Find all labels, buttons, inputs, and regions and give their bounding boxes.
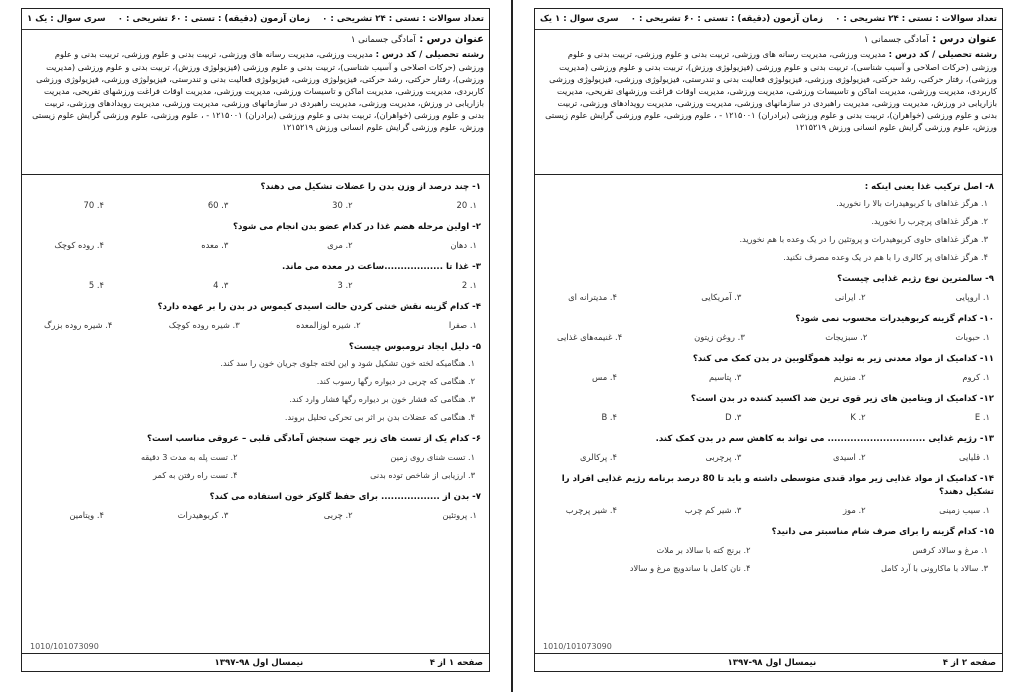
option[interactable]: ۱. 2 [461,280,477,290]
question-text: کدام گزینه را برای صرف شام مناسبتر می دانید؟ [771,527,977,537]
question-7: ۷- بدن از .................. برای حفظ گلوکز خون استفاده می کند؟ ۱. پروتئین ۲. چربی ۳. کربوهیدرات ۴. ویتامین [30,491,481,520]
option[interactable]: ۳. 60 [207,200,229,210]
question-9: ۹- سالمترین نوع رژیم غذایی چیست؟ ۱. اروپایی ۲. ایرانی ۳. آمریکایی ۴. مدیترانه ای [543,273,994,302]
option[interactable]: ۴. هرگز غذاهای پر کالری را با هم در یک وعده مصرف نکنید. [783,252,988,262]
field-of-study [540,48,997,133]
options-row [30,510,481,520]
option[interactable]: ۳. معده [201,240,229,250]
option[interactable]: ۴. شیره روده بزرگ [44,320,113,330]
question-number: ۲ [475,222,481,232]
option[interactable]: ۳. روغن زیتون [694,332,745,342]
course-label: عنوان درس : [932,34,997,45]
option[interactable]: ۲. شیره لوزالمعده [296,320,361,330]
question-number: ۱۵ [983,527,994,537]
questions-area [535,175,1002,573]
course-title-line [540,34,997,46]
header-info-row [535,9,1002,30]
option[interactable]: ۱. پروتئین [442,510,477,520]
option[interactable]: ۲. K [850,412,866,422]
option[interactable]: ۲. اسیدی [833,452,866,462]
options-grid [543,545,994,573]
option[interactable]: ۳. پرچربی [705,452,742,462]
option[interactable]: ۲. سبزیجات [825,332,868,342]
options-grid [30,452,481,480]
semester: نیمسال اول ۹۸-۱۳۹۷ [214,657,304,668]
options-column [543,198,994,262]
option[interactable]: ۱. E [974,412,990,422]
page-frame [21,8,490,672]
option[interactable]: ۲. 3 [337,280,353,290]
option[interactable]: ۱. هرگز غذاهای با کربوهیدرات بالا را نخورید. [836,198,988,208]
question-text: دلیل ایجاد ترومبوس چیست؟ [348,342,470,352]
question-10: ۱۰- کدام گزینه کربوهیدرات محسوب نمی شود؟ ۱. حبوبات ۲. سبزیجات ۳. روغن زیتون ۴. غنیمه‌های غذایی [543,313,994,342]
options-row [30,200,481,210]
question-text: رژیم غذایی .............................. می تواند به کاهش سم در بدن کمک کند. [655,434,977,444]
question-8: ۸- اصل ترکیب غذا یعنی اینکه : ۱. هرگز غذاهای با کربوهیدرات بالا را نخورید. ۲. هرگز غذاهای پرچرب را نخورید. ۳. هرگز غذاهای حاوی کربوهیدرات و پروتئین را در یک وعده با هم نخورید. ۴. هرگز غذاهای پر کالری را با هم در یک وعده مصرف نکنید. [543,181,994,262]
question-1: ۱- چند درصد از وزن بدن را عضلات تشکیل می دهند؟ ۱. 20 ۲. 30 ۳. 60 ۴. 70 [30,181,481,210]
page-number: صفحه ۱ از ۴ [429,657,483,668]
option[interactable]: ۱. تست شنای روی زمین [390,452,475,462]
option[interactable]: ۴. 5 [88,280,105,290]
exam-page-2 [513,0,1024,692]
semester: نیمسال اول ۹۸-۱۳۹۷ [727,657,817,668]
field-label: رشته تحصیلی / کد درس : [888,50,997,60]
options-column [30,358,481,422]
option[interactable]: ۴. مس [592,372,618,382]
option[interactable]: ۳. هرگز غذاهای حاوی کربوهیدرات و پروتئین را در یک وعده با هم نخورید. [739,234,988,244]
header-info-row [22,9,489,30]
question-4: ۴- کدام گزینه نقش خنثی کردن حالت اسیدی کیموس در بدن را بر عهده دارد؟ ۱. صفرا ۲. شیره لوزالمعده ۳. شیره روده کوچک ۴. شیره روده بزرگ [30,301,481,330]
page-footer [22,653,489,671]
option[interactable]: ۱. کروم [962,372,990,382]
option[interactable]: ۴. پرکالری [579,452,618,462]
option[interactable]: ۲. 30 [332,200,353,210]
field-text: مدیریت ورزشی، مدیریت رسانه های ورزشی، تربیت بدنی و علوم ورزشی، تربیت بدنی و علوم ورزشی (حرکات اصلاحی و آسیب شناسی)، تربیت بدنی و علوم ورزشی (فیزیولوژی ورزش)، تربیت بدنی و علوم ورزشی (مدیریت ورزشی)، رفتار حرکتی، رشد حرکتی، فیزیولوژی ورزشی، فیزیولوژی فعالیت بدنی و تندرستی، فیزیولوژی ورزشی، فیزیولوژی ورزشی کاربردی، مدیریت ورزشی، مدیریت اماکن و تاسیسات ورزشی، مدیریت ورزشی، مدیریت اوقات فراغت ورزشهای تفریحی، مدیریت بازاریابی در ورزش، مدیریت ورزشی، مدیریت راهبردی در سازمانهای ورزشی، مدیریت ورزشی، مدیریت رویدادهای ورزشی، تربیت بدنی و علوم ورزشی (خواهران)، تربیت بدنی و علوم ورزشی (برادران) ۱۲۱۵۰۰۱ - ، علوم ورزشی، علوم ورزشی گرایش علوم زیستی ورزش، علوم ورزشی گرایش علوم انسانی ورزش ۱۲۱۵۲۱۹ [32,49,484,132]
question-text: کدام گزینه کربوهیدرات محسوب نمی شود؟ [795,314,977,324]
question-text: کدام یک از تست های زیر جهت سنجش آمادگی قلبی – عروقی مناسب است؟ [147,434,470,444]
question-number: ۱۴ [983,474,994,484]
option[interactable]: ۴. مدیترانه ای [568,292,618,302]
option[interactable]: ۱. صفرا [448,320,477,330]
question-text: کدامیک از مواد غذایی زیر مواد قندی متوسطی داشته و باید تا 80 درصد برنامه رژیم غذایی افراد را تشکیل دهند؟ [561,474,994,497]
question-number: ۱۱ [983,354,994,364]
option[interactable]: ۱. اروپایی [955,292,990,302]
option[interactable]: ۴. ویتامین [69,510,105,520]
option[interactable]: ۳. آمریکایی [701,292,742,302]
option[interactable]: ۳. شیره روده کوچک [168,320,240,330]
exam-time: زمان آزمون (دقیقه) : تستی : ۶۰ تشریحی : ۰ [630,14,823,24]
options-row [543,372,994,382]
exam-page-1 [0,0,511,692]
option[interactable]: ۲. مری [327,240,353,250]
question-count: تعداد سوالات : تستی : ۲۴ تشریحی : ۰ [322,14,484,24]
field-text: مدیریت ورزشی، مدیریت رسانه های ورزشی، تربیت بدنی و علوم ورزشی، تربیت بدنی و علوم ورزشی (حرکات اصلاحی و آسیب شناسی)، تربیت بدنی و علوم ورزشی (فیزیولوژی ورزش)، تربیت بدنی و علوم ورزشی (مدیریت ورزشی)، رفتار حرکتی، رشد حرکتی، فیزیولوژی ورزشی، فیزیولوژی فعالیت بدنی و تندرستی، فیزیولوژی ورزشی، فیزیولوژی ورزشی کاربردی، مدیریت ورزشی، مدیریت اماکن و تاسیسات ورزشی، مدیریت ورزشی، مدیریت اوقات فراغت ورزشهای تفریحی، مدیریت بازاریابی در ورزش، مدیریت ورزشی، مدیریت راهبردی در سازمانهای ورزشی، مدیریت ورزشی، مدیریت رویدادهای ورزشی، تربیت بدنی و علوم ورزشی (خواهران)، تربیت بدنی و علوم ورزشی (برادران) ۱۲۱۵۰۰۱ - ، علوم ورزشی، علوم ورزشی گرایش علوم زیستی ورزش، علوم ورزشی گرایش علوم انسانی ورزش ۱۲۱۵۲۱۹ [545,49,997,132]
option[interactable]: ۴. 70 [83,200,105,210]
option[interactable]: ۳. هنگامی که فشار خون بر دیواره رگها فشار وارد کند. [289,394,475,404]
option[interactable]: ۱. قلیایی [959,452,990,462]
question-text: کدامیک از مواد معدنی زیر به تولید هموگلوبین در بدن کمک می کند؟ [692,354,977,364]
question-3: ۳- غذا تا ..................ساعت در معده می ماند. ۱. 2 ۲. 3 ۳. 4 ۴. 5 [30,261,481,290]
question-number: ۶ [475,434,481,444]
option[interactable]: ۱. هنگامیکه لخته خون تشکیل شود و این لخته جلوی جریان خون را سد کند. [220,358,475,368]
question-text: چند درصد از وزن بدن را عضلات تشکیل می دهند؟ [260,182,470,192]
option[interactable]: ۳. سالاد با ماکارونی با آرد کامل [881,563,988,573]
question-6: ۶- کدام یک از تست های زیر جهت سنجش آمادگی قلبی – عروقی مناسب است؟ ۱. تست شنای روی زمین ۲. تست پله به مدت 3 دقیقه ۳. ارزیابی از شاخص توده بدنی ۴. تست راه رفتن به کمر [30,433,481,480]
course-title-line [27,34,484,46]
question-text: کدامیک از ویتامین های زیر قوی ترین ضد اکسید کننده در بدن است؟ [690,394,977,404]
question-number: ۹ [988,274,994,284]
question-text: اولین مرحله هضم غذا در کدام عضو بدن انجام می شود؟ [233,222,470,232]
course-name: آمادگی جسمانی ۱ [863,35,929,45]
questions-area [22,175,489,520]
option[interactable]: ۲. موز [842,505,866,515]
exam-code: 1010/101073090 [543,642,612,651]
question-series: سری سوال : ۱ یک [540,14,619,24]
question-number: ۴ [475,302,481,312]
options-row [543,505,994,515]
exam-time: زمان آزمون (دقیقه) : تستی : ۶۰ تشریحی : ۰ [117,14,310,24]
question-text: سالمترین نوع رژیم غذایی چیست؟ [837,274,983,284]
options-row [30,280,481,290]
option[interactable]: ۲. برنج کته با سالاد بر ملات [656,545,751,555]
question-number: ۱ [475,182,481,192]
question-text: اصل ترکیب غذا یعنی اینکه : [864,182,983,192]
option[interactable]: ۲. چربی [323,510,353,520]
options-row [543,452,994,462]
question-number: ۸ [988,182,994,192]
page-number: صفحه ۲ از ۴ [942,657,996,668]
option[interactable]: ۳. کربوهیدرات [177,510,229,520]
question-text: غذا تا ..................ساعت در معده می ماند. [282,262,470,272]
option[interactable]: ۳. شیر کم چرب [684,505,742,515]
question-2: ۲- اولین مرحله هضم غذا در کدام عضو بدن انجام می شود؟ ۱. دهان ۲. مری ۳. معده ۴. روده کوچک [30,221,481,250]
option[interactable]: ۴. هنگامی که عضلات بدن بر اثر بی تحرکی تحلیل بروند. [284,412,475,422]
question-count: تعداد سوالات : تستی : ۲۴ تشریحی : ۰ [835,14,997,24]
options-row [543,292,994,302]
question-number: ۱۰ [983,314,994,324]
question-15: ۱۵- کدام گزینه را برای صرف شام مناسبتر می دانید؟ ۱. مرغ و سالاد کرفس ۲. برنج کته با سالاد بر ملات ۳. سالاد با ماکارونی با آرد کامل ۴. نان کامل با ساندویچ مرغ و سالاد [543,526,994,573]
options-row [30,320,481,330]
option[interactable]: ۱. سیب زمینی [939,505,990,515]
option[interactable]: ۱. مرغ و سالاد کرفس [912,545,988,555]
option[interactable]: ۴. غنیمه‌های غذایی [557,332,623,342]
question-number: ۷ [475,492,481,502]
option[interactable]: ۲. تست پله به مدت 3 دقیقه [141,452,238,462]
option[interactable]: ۴. تست راه رفتن به کمر [152,470,238,480]
options-row [543,332,994,342]
course-name: آمادگی جسمانی ۱ [350,35,416,45]
exam-code: 1010/101073090 [30,642,99,651]
question-11: ۱۱- کدامیک از مواد معدنی زیر به تولید هموگلوبین در بدن کمک می کند؟ ۱. کروم ۲. منیزیم ۳. پتاسیم ۴. مس [543,353,994,382]
question-12: ۱۲- کدامیک از ویتامین های زیر قوی ترین ضد اکسید کننده در بدن است؟ ۱. E ۲. K ۳. D ۴. B [543,393,994,422]
option[interactable]: ۱. دهان [450,240,477,250]
exam-header [22,9,489,175]
field-of-study [27,48,484,133]
option[interactable]: ۳. پتاسیم [708,372,742,382]
option[interactable]: ۳. 4 [213,280,229,290]
option[interactable]: ۲. منیزیم [833,372,866,382]
question-number: ۳ [475,262,481,272]
question-text: بدن از .................. برای حفظ گلوکز خون استفاده می کند؟ [209,492,470,502]
exam-header [535,9,1002,175]
option[interactable]: ۴. نان کامل با ساندویچ مرغ و سالاد [629,563,751,573]
option[interactable]: ۴. شیر پرچرب [565,505,618,515]
option[interactable]: ۲. ایرانی [834,292,866,302]
question-14: ۱۴- کدامیک از مواد غذایی زیر مواد قندی متوسطی داشته و باید تا 80 درصد برنامه رژیم غذایی افراد را تشکیل دهند؟ ۱. سیب زمینی ۲. موز ۳. شیر کم چرب ۴. شیر پرچرب [543,473,994,515]
option[interactable]: ۲. هنگامی که چربی در دیواره رگها رسوب کند. [316,376,475,386]
question-number: ۵ [475,342,481,352]
question-number: ۱۳ [983,434,994,444]
option[interactable]: ۴. B [601,412,618,422]
options-row [30,240,481,250]
option[interactable]: ۳. D [725,412,742,422]
option[interactable]: ۱. 20 [456,200,477,210]
page-footer [535,653,1002,671]
page-frame [534,8,1003,672]
question-number: ۱۲ [983,394,994,404]
course-label: عنوان درس : [419,34,484,45]
option[interactable]: ۱. حبوبات [955,332,990,342]
question-text: کدام گزینه نقش خنثی کردن حالت اسیدی کیموس در بدن را بر عهده دارد؟ [157,302,470,312]
options-row [543,412,994,422]
option[interactable]: ۲. هرگز غذاهای پرچرب را نخورید. [871,216,988,226]
field-label: رشته تحصیلی / کد درس : [375,50,484,60]
question-5: ۵- دلیل ایجاد ترومبوس چیست؟ ۱. هنگامیکه لخته خون تشکیل شود و این لخته جلوی جریان خون را سد کند. ۲. هنگامی که چربی در دیواره رگها رسوب کند. ۳. هنگامی که فشار خون بر دیواره رگها فشار وارد کند. ۴. هنگامی که عضلات بدن بر اثر بی تحرکی تحلیل بروند. [30,341,481,422]
question-series: سری سوال : یک ۱ [27,14,106,24]
question-13: ۱۳- رژیم غذایی .............................. می تواند به کاهش سم در بدن کمک کند. ۱. قلیایی ۲. اسیدی ۳. پرچربی ۴. پرکالری [543,433,994,462]
option[interactable]: ۴. روده کوچک [54,240,105,250]
option[interactable]: ۳. ارزیابی از شاخص توده بدنی [370,470,475,480]
